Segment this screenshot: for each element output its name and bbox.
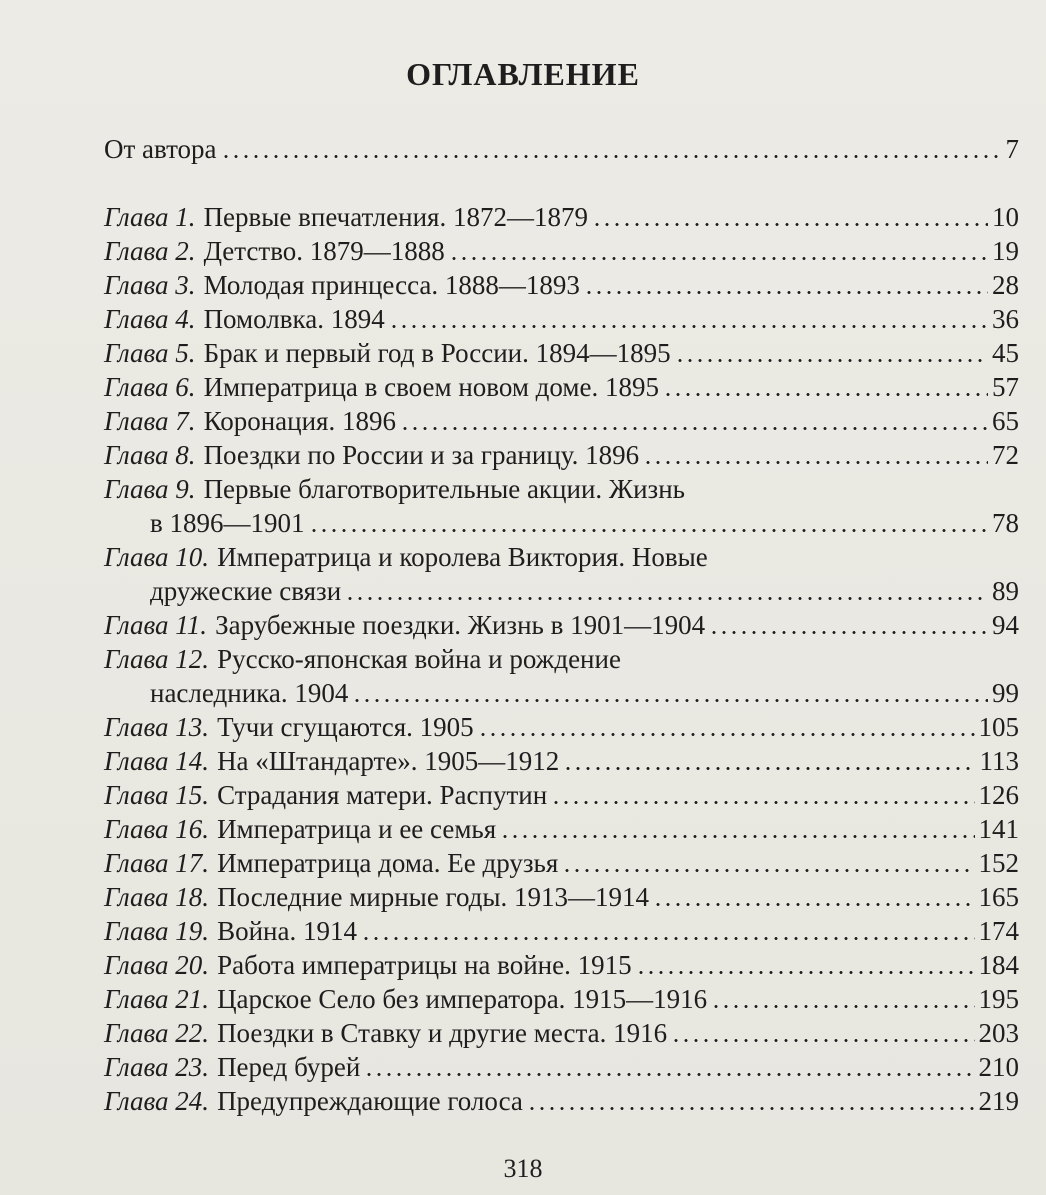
dot-leader [389,309,988,329]
toc-page-number: 165 [978,882,1019,912]
section-spacer [104,166,1019,200]
toc-page-number: 94 [992,610,1019,640]
chapter-label: Глава 24. [104,1086,210,1116]
chapter-label: Глава 10. [104,542,210,572]
dot-leader [671,1023,974,1043]
chapter-title-text: Перед бурей [217,1052,361,1082]
toc-page-number: 99 [992,678,1019,708]
toc-entry-title: От автора [104,134,217,164]
chapter-label: Глава 20. [104,950,210,980]
chapter-title-text: Первые благотворительные акции. Жизнь [203,474,685,504]
dot-leader [709,615,988,635]
toc-page-number: 174 [978,916,1019,946]
toc-entry-chapter [104,880,1019,914]
chapter-label: Глава 12. [104,644,210,674]
toc-entry-chapter [104,1016,1019,1050]
toc-entry-chapter [104,336,1019,370]
dot-leader [663,377,988,397]
chapter-title-text: Война. 1914 [217,916,357,946]
toc-entry-chapter [104,404,1019,438]
toc-page-number: 203 [978,1018,1019,1048]
toc-entry-chapter [104,200,1019,234]
toc-page-number: 28 [992,270,1019,300]
toc-page-number: 126 [978,780,1019,810]
toc-page-number: 36 [992,304,1019,334]
chapter-label: Глава 8. [104,440,196,470]
toc-entry-chapter [104,438,1019,472]
chapter-label: Глава 22. [104,1018,210,1048]
dot-leader [449,241,988,261]
chapter-label: Глава 14. [104,746,210,776]
toc-entry-chapter [104,914,1019,948]
chapter-title-text: Императрица и королева Виктория. Новые [217,542,708,572]
chapter-list [104,200,1019,1118]
chapter-title-text: Помолвка. 1894 [203,304,385,334]
toc-page-number: 184 [978,950,1019,980]
toc-entry-chapter [104,472,1019,506]
chapter-title-text: Императрица в своем новом доме. 1895 [203,372,659,402]
toc-entry-chapter [104,1050,1019,1084]
chapter-label: Глава 6. [104,372,196,402]
toc-entry-chapter [104,812,1019,846]
chapter-label: Глава 9. [104,474,196,504]
chapter-label: Глава 21. [104,984,210,1014]
toc-entry-chapter [104,948,1019,982]
chapter-title-text: Страдания матери. Распутин [217,780,548,810]
toc-entry-chapter [104,540,1019,574]
toc-entry-chapter [104,1084,1019,1118]
chapter-title-text: Поездки по России и за границу. 1896 [203,440,640,470]
toc-page-number: 105 [978,712,1019,742]
dot-leader [711,989,974,1009]
dot-leader [361,921,975,941]
toc-entry-continuation [104,506,1019,540]
toc-entry-intro [104,132,1019,166]
toc-entry-chapter [104,268,1019,302]
chapter-label: Глава 5. [104,338,196,368]
toc-page-number: 72 [992,440,1019,470]
chapter-label: Глава 17. [104,848,210,878]
chapter-label: Глава 3. [104,270,196,300]
chapter-title-text: Молодая принцесса. 1888—1893 [203,270,580,300]
chapter-title-text: Коронация. 1896 [203,406,396,436]
toc-page-number: 19 [992,236,1019,266]
chapter-label: Глава 19. [104,916,210,946]
dot-leader [643,445,988,465]
toc-page-number: 78 [992,508,1019,538]
toc-page-number: 57 [992,372,1019,402]
chapter-title-text: дружеские связи [150,576,342,606]
dot-leader [345,581,988,601]
chapter-title-text: Императрица и ее семья [217,814,497,844]
chapter-title-text: Императрица дома. Ее друзья [217,848,559,878]
toc-entry-chapter [104,370,1019,404]
dot-leader [551,785,974,805]
chapter-title-text: Царское Село без императора. 1915—1916 [217,984,708,1014]
toc-entry-chapter [104,710,1019,744]
toc-entry-chapter [104,982,1019,1016]
chapter-label: Глава 7. [104,406,196,436]
toc-page-number: 210 [978,1052,1019,1082]
table-of-contents [104,132,1019,1118]
chapter-title-text: Первые впечатления. 1872—1879 [203,202,588,232]
dot-leader [221,139,1002,159]
toc-entry-chapter [104,744,1019,778]
chapter-title-text: в 1896—1901 [150,508,305,538]
chapter-label: Глава 18. [104,882,210,912]
toc-entry-chapter [104,608,1019,642]
chapter-label: Глава 23. [104,1052,210,1082]
toc-page-number: 141 [978,814,1019,844]
chapter-label: Глава 4. [104,304,196,334]
chapter-title-text: Тучи сгущаются. 1905 [217,712,474,742]
chapter-label: Глава 1. [104,202,196,232]
chapter-label: Глава 11. [104,610,208,640]
dot-leader [653,887,974,907]
dot-leader [675,343,988,363]
dot-leader [563,751,975,771]
toc-entry-continuation [104,676,1019,710]
toc-page-number: 7 [1005,134,1019,164]
chapter-title-text: наследника. 1904 [150,678,349,708]
dot-leader [400,411,988,431]
chapter-title-text: На «Штандарте». 1905—1912 [217,746,560,776]
toc-entry-chapter [104,778,1019,812]
toc-page-number: 113 [979,746,1019,776]
dot-leader [364,1057,974,1077]
toc-entry-chapter [104,642,1019,676]
chapter-label: Глава 16. [104,814,210,844]
toc-page-number: 152 [978,848,1019,878]
page-number: 318 [503,1154,543,1183]
dot-leader [592,207,988,227]
chapter-title-text: Детство. 1879—1888 [203,236,445,266]
chapter-title-text: Поездки в Ставку и другие места. 1916 [217,1018,668,1048]
dot-leader [562,853,974,873]
chapter-title-text: Брак и первый год в России. 1894—1895 [203,338,671,368]
toc-page-number: 219 [978,1086,1019,1116]
toc-entry-continuation [104,574,1019,608]
toc-entry-chapter [104,846,1019,880]
dot-leader [527,1091,975,1111]
page-title: ОГЛАВЛЕНИЕ [406,56,640,92]
chapter-title-text: Русско-японская война и рождение [217,644,621,674]
dot-leader [309,513,989,533]
toc-page-number: 10 [992,202,1019,232]
chapter-title-text: Предупреждающие голоса [217,1086,523,1116]
toc-page-number: 195 [978,984,1019,1014]
toc-page-number: 45 [992,338,1019,368]
chapter-title-text: Зарубежные поездки. Жизнь в 1901—1904 [215,610,706,640]
toc-page-number: 65 [992,406,1019,436]
dot-leader [478,717,975,737]
chapter-title-text: Работа императрицы на войне. 1915 [217,950,632,980]
dot-leader [352,683,988,703]
toc-entry-chapter [104,302,1019,336]
chapter-title-text: Последние мирные годы. 1913—1914 [217,882,650,912]
chapter-label: Глава 2. [104,236,196,266]
chapter-label: Глава 13. [104,712,210,742]
toc-entry-chapter [104,234,1019,268]
chapter-label: Глава 15. [104,780,210,810]
dot-leader [500,819,974,839]
dot-leader [584,275,988,295]
toc-page-number: 89 [992,576,1019,606]
dot-leader [636,955,975,975]
